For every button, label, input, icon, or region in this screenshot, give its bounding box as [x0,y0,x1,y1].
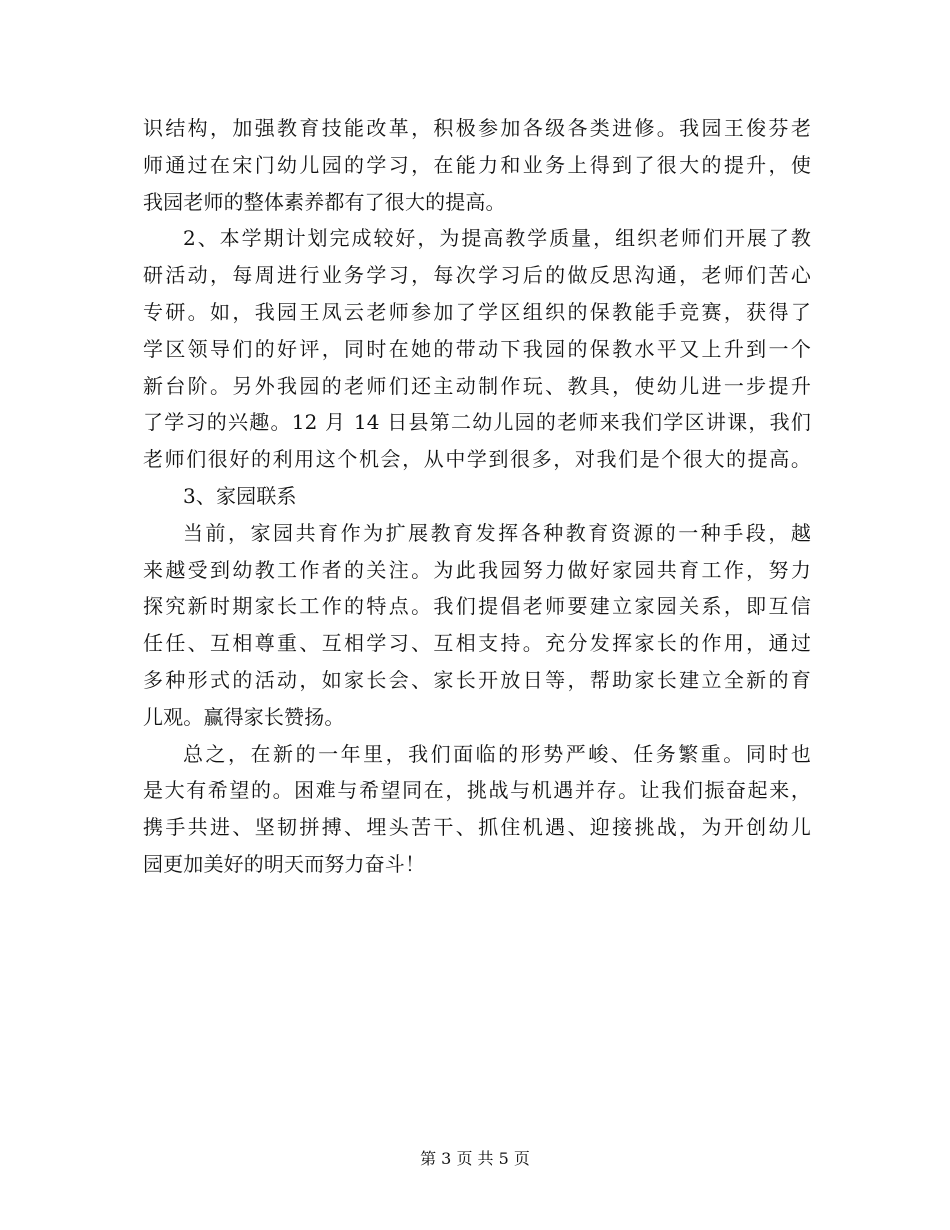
text-line: 新台阶。另外我园的老师们还主动制作玩、教具，使幼儿进一步提升 [143,373,811,398]
text-line: 2、本学期计划完成较好，为提高教学质量，组织老师们开展了教 [183,226,811,251]
text-line: 探究新时期家长工作的特点。我们提倡老师要建立家园关系，即互信 [143,594,811,619]
text-line: 多种形式的活动，如家长会、家长开放日等，帮助家长建立全新的育 [143,667,811,692]
text-line: 识结构，加强教育技能改革，积极参加各级各类进修。我园王俊芬老 [143,116,811,140]
text-line: 是大有希望的。困难与希望同在，挑战与机遇并存。让我们振奋起来， [143,778,811,803]
text-line: 3、家园联系 [183,483,297,508]
text-line: 当前，家园共育作为扩展教育发挥各种教育资源的一种手段，越 [183,520,811,545]
text-line: 任任、互相尊重、互相学习、互相支持。充分发挥家长的作用，通过 [143,631,811,656]
text-line: 总之，在新的一年里，我们面临的形势严峻、任务繁重。同时也 [183,741,811,766]
body-text [143,110,811,883]
text-line: 携手共进、坚韧拼搏、埋头苦干、抓住机遇、迎接挑战，为开创幼儿 [143,815,811,840]
text-line: 师通过在宋门幼儿园的学习，在能力和业务上得到了很大的提升，使 [143,152,811,177]
text-line: 园更加美好的明天而努力奋斗！ [143,851,426,876]
page-footer: 第 3 页 共 5 页 [420,1149,530,1168]
text-line: 我园老师的整体素养都有了很大的提高。 [143,189,506,214]
text-line: 专研。如，我园王凤云老师参加了学区组织的保教能手竞赛，获得了 [143,299,811,324]
text-line: 儿观。赢得家长赞扬。 [143,704,345,729]
text-line: 学区领导们的好评，同时在她的带动下我园的保教水平又上升到一个 [143,336,811,361]
text-line: 了学习的兴趣。12 月 14 日县第二幼儿园的老师来我们学区讲课，我们 [143,410,811,435]
text-line: 来越受到幼教工作者的关注。为此我园努力做好家园共育工作，努力 [143,557,811,582]
text-line: 研活动，每周进行业务学习，每次学习后的做反思沟通，老师们苦心 [143,263,811,288]
text-line: 老师们很好的利用这个机会，从中学到很多，对我们是个很大的提高。 [143,447,811,472]
